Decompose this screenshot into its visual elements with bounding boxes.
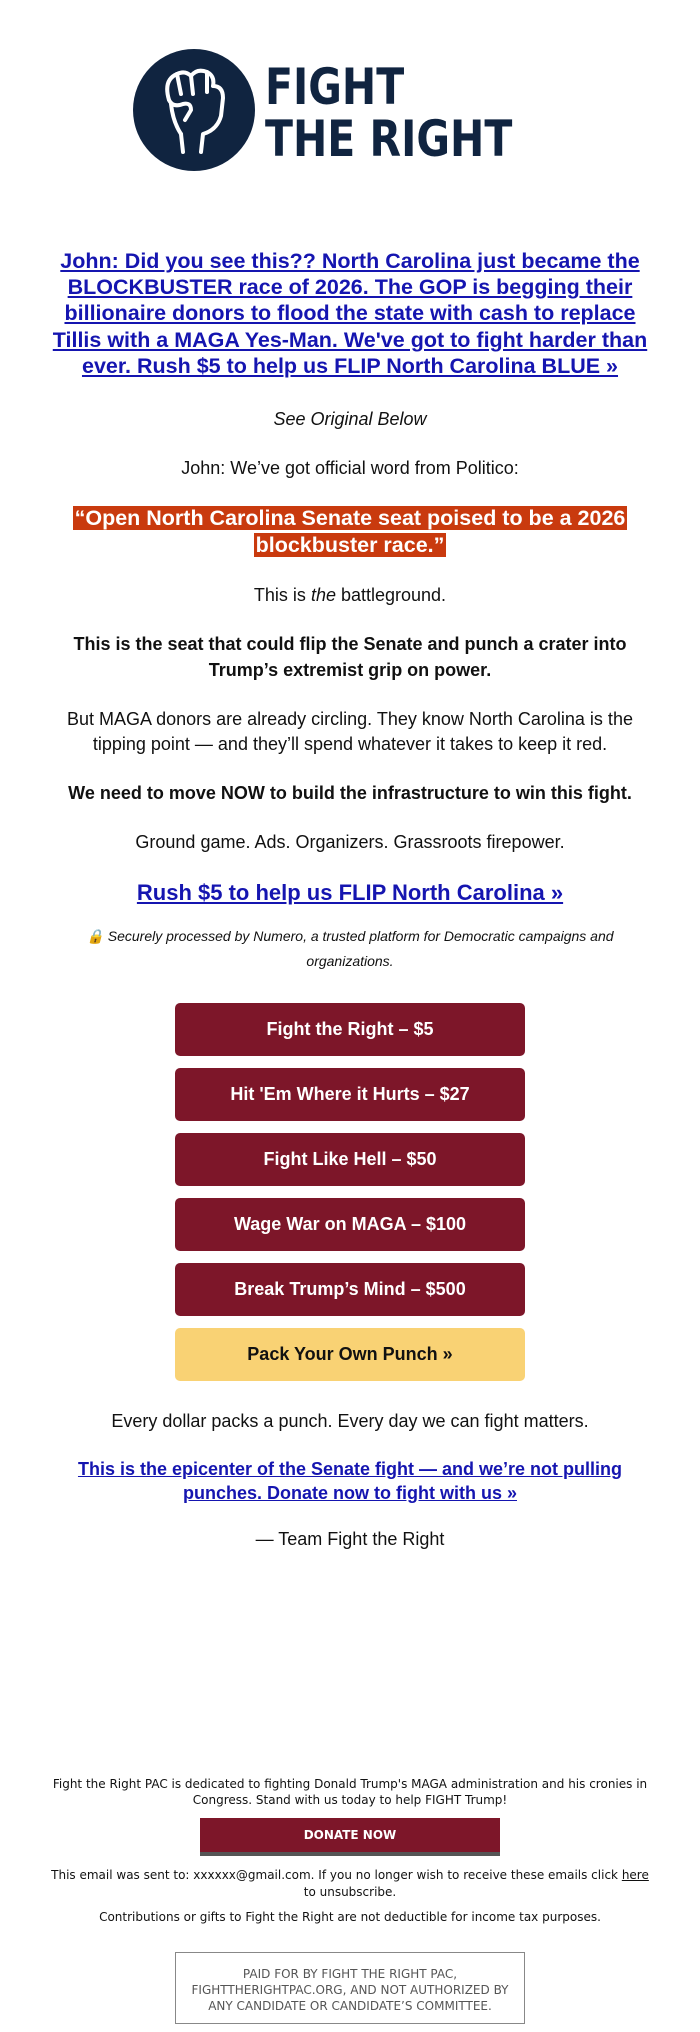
email-footer [50, 1776, 650, 2024]
battleground-emphasis: the [310, 585, 336, 606]
logo-line-1: FIGHT [265, 58, 405, 116]
logo-wordmark [265, 58, 567, 168]
footer-sent-suffix: to unsubscribe. [303, 1884, 397, 1899]
maga-donors-text: But MAGA donors are already circling. They know North Carolina is the tipping point — and they’ll spend whatever it takes to keep it red. [67, 708, 633, 754]
every-dollar-text: Every dollar packs a punch. Every day we can fight matters. [111, 1411, 589, 1432]
logo[interactable] [0, 45, 700, 175]
battleground-after: battleground. [335, 585, 447, 606]
donate-27-button[interactable]: Hit 'Em Where it Hurts – $27 [175, 1068, 525, 1121]
donation-buttons [175, 1003, 525, 1381]
battleground-before: This is [253, 585, 311, 606]
see-original-text: See Original Below [273, 409, 427, 430]
footer-unsubscribe-text [50, 1867, 650, 1899]
intro-text: John: We’ve got official word from Politico: [181, 458, 519, 479]
politico-quote [50, 505, 650, 559]
logo-line-2: THE RIGHT [265, 110, 513, 168]
flip-senate-text: This is the seat that could flip the Senate and punch a crater into Trump’s extremist grip on power. [73, 634, 627, 680]
footer-sent-prefix: This email was sent to: xxxxxx@gmail.com. If you no longer wish to receive these emails click [51, 1868, 622, 1883]
fist-icon [133, 49, 255, 171]
epicenter-donate-link[interactable]: This is the epicenter of the Senate fight — and we’re not pulling punches. Donate now to fight with us » [77, 1458, 623, 1503]
email-body [50, 248, 650, 1552]
secure-processing-note [50, 924, 650, 973]
footer-mission-text: Fight the Right PAC is dedicated to fighting Donald Trump's MAGA administration and his cronies in Congress. Stand with us today to help FIGHT Trump! [52, 1777, 648, 1808]
signoff: — Team Fight the Right [255, 1529, 445, 1550]
lock-icon: 🔒 [86, 928, 104, 945]
rush-donate-link[interactable]: Rush $5 to help us FLIP North Carolina » [136, 879, 564, 905]
donate-500-button[interactable]: Break Trump’s Mind – $500 [175, 1263, 525, 1316]
donate-5-button[interactable]: Fight the Right – $5 [175, 1003, 525, 1056]
footer-donate-button[interactable]: DONATE NOW [200, 1818, 500, 1856]
donate-custom-button[interactable]: Pack Your Own Punch » [175, 1328, 525, 1381]
headline-link[interactable]: John: Did you see this?? North Carolina just became the BLOCKBUSTER race of 2026. The GOP is begging their billionaire donors to flood the state with cash to replace Tillis with a MAGA Yes-Man. We've got to fight harder than ever. Rush $5 to help us FLIP North Carolina BLUE » [52, 249, 648, 378]
politico-quote-text: “Open North Carolina Senate seat poised to be a 2026 blockbuster race.” [74, 506, 626, 558]
unsubscribe-link[interactable]: here [621, 1868, 649, 1883]
secure-processing-text: Securely processed by Numero, a trusted platform for Democratic campaigns and organizations. [103, 928, 614, 969]
footer-tax-text: Contributions or gifts to Fight the Right are not deductible for income tax purposes. [99, 1909, 601, 1924]
donate-100-button[interactable]: Wage War on MAGA – $100 [175, 1198, 525, 1251]
paid-for-disclaimer: PAID FOR BY FIGHT THE RIGHT PAC, FIGHTTHERIGHTPAC.ORG, AND NOT AUTHORIZED BY ANY CANDIDATE OR CANDIDATE’S COMMITTEE. [175, 1952, 525, 2024]
battleground-text [50, 583, 650, 608]
ground-game-text: Ground game. Ads. Organizers. Grassroots firepower. [135, 832, 565, 853]
donate-50-button[interactable]: Fight Like Hell – $50 [175, 1133, 525, 1186]
move-now-text: We need to move NOW to build the infrastructure to win this fight. [68, 783, 632, 804]
